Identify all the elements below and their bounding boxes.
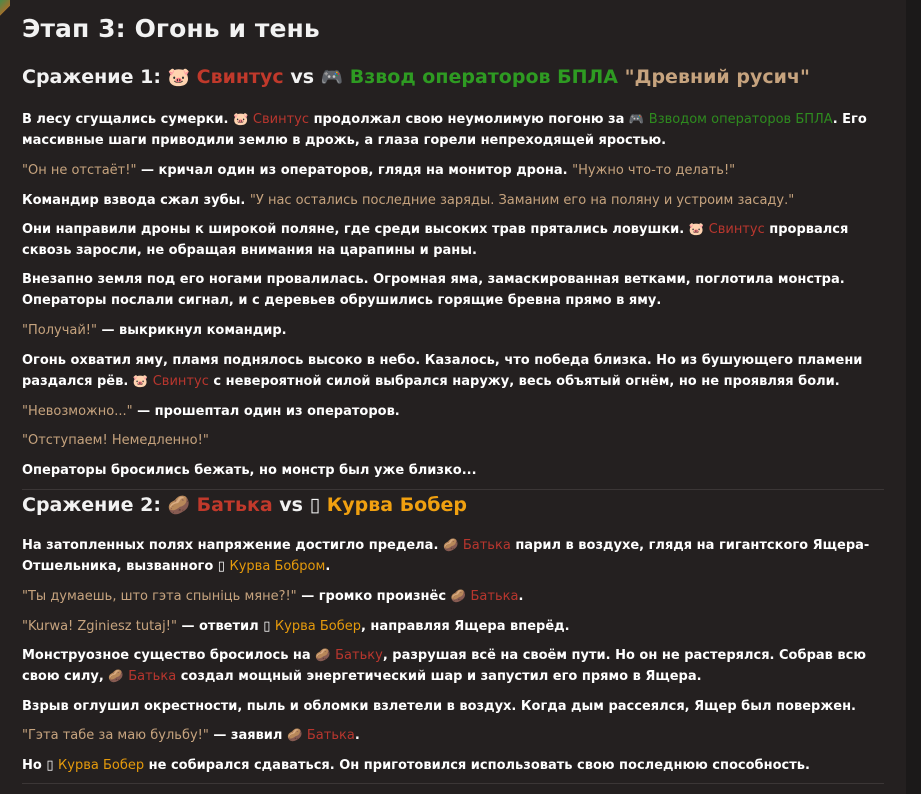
- battle-1-paragraph: [22, 109, 886, 151]
- battle-2-paragraph: Взрыв оглушил окрестности, пыль и обломки взлетели в воздух. Когда дым рассеялся, Ящер был повержен.: [22, 699, 856, 714]
- battle-2-vs: vs: [279, 494, 303, 516]
- pig-icon: 🐷: [688, 222, 705, 236]
- narration: .: [518, 589, 524, 604]
- battle-1-paragraph: [22, 350, 886, 392]
- corner-decoration: [0, 0, 10, 16]
- narration: Они направили дроны к широкой поляне, где среди высоких трав прятались ловушки.: [22, 222, 685, 237]
- narration: — прошептал один из операторов.: [137, 404, 400, 419]
- battle-1-paragraph: [22, 430, 886, 451]
- section-divider: [22, 489, 884, 490]
- battle-1-paragraph: [22, 219, 886, 261]
- narration: Монструозное существо бросилось на: [22, 648, 311, 663]
- fighter-name: Батьку: [335, 648, 383, 663]
- fighter-name: Батька: [306, 728, 355, 743]
- narration: — ответил: [181, 619, 259, 634]
- battle-2-fighter-1[interactable]: Батька: [196, 494, 273, 516]
- narration: .: [354, 728, 360, 743]
- battle-2-prefix: Сражение 2:: [22, 494, 161, 516]
- fighter-name: Батька: [470, 589, 519, 604]
- missing-glyph-icon: ▯: [217, 559, 225, 574]
- fighter-name: Свинтус: [708, 222, 765, 237]
- battle-1-paragraph: [22, 190, 886, 211]
- battle-1-paragraph: [22, 160, 886, 181]
- fighter-name: Свинтус: [152, 374, 209, 389]
- battle-1-fighter-2[interactable]: Взвод операторов БПЛА: [349, 66, 619, 88]
- narration: — выкрикнул командир.: [101, 323, 287, 338]
- fighter-name: Курва Бобром: [229, 559, 326, 574]
- potato-icon: 🥔: [108, 669, 124, 683]
- fighter-name: Курва Бобер: [58, 758, 145, 773]
- quote: "Отступаем! Немедленно!": [22, 433, 209, 448]
- narration: — громко произнёс: [301, 589, 447, 604]
- vertical-scrollbar[interactable]: [906, 0, 921, 794]
- narration: , направляя Ящера вперёд.: [360, 619, 570, 634]
- stage-title: Этап 3: Огонь и тень: [22, 14, 320, 43]
- battle-2-fighter-2[interactable]: Курва Бобер: [326, 494, 467, 516]
- narration: Командир взвода сжал зубы.: [22, 193, 246, 208]
- missing-glyph-icon: ▯: [46, 758, 54, 773]
- battle-1-prefix: Сражение 1:: [22, 66, 161, 88]
- narration: . Его массивные шаги приводили землю в дрожь, а глаза горели непреходящей яростью.: [22, 112, 867, 148]
- fighter-name: Курва Бобер: [274, 619, 361, 634]
- fighter-name: Свинтус: [252, 112, 310, 127]
- narration: создал мощный энергетический шар и запустил его прямо в Ящера.: [180, 669, 702, 684]
- quote: "Ты думаешь, што гэта спыніць мяне?!": [22, 589, 297, 604]
- quote: "Он не отстаёт!": [22, 163, 137, 178]
- pig-icon: 🐷: [132, 374, 149, 388]
- battle-1-vs: vs: [290, 66, 315, 88]
- narration: с невероятной силой выбрался наружу, весь объятый огнём, но не проявляя боли.: [213, 374, 840, 389]
- battle-2-heading: [22, 494, 467, 516]
- battle-2-paragraph: [22, 616, 886, 637]
- battle-1-heading: [22, 66, 810, 88]
- narration: — кричал один из операторов, глядя на монитор дрона.: [140, 163, 568, 178]
- potato-icon: 🥔: [315, 648, 331, 662]
- battle-1-fighter-2-suffix: "Древний русич": [624, 66, 810, 88]
- battle-1-paragraph: Операторы бросились бежать, но монстр был уже близко...: [22, 463, 477, 478]
- quote: "Гэта табе за маю бульбу!": [22, 728, 209, 743]
- quote: "Kurwa! Zginiesz tutaj!": [22, 619, 177, 634]
- battle-2-paragraph: [22, 725, 886, 746]
- narration: — заявил: [213, 728, 283, 743]
- quote: "У нас остались последние заряды. Заманим его на поляну и устроим засаду.": [249, 193, 795, 208]
- section-divider: [22, 783, 884, 784]
- narration: В лесу сгущались сумерки.: [22, 112, 229, 127]
- quote: "Нужно что-то делать!": [572, 163, 736, 178]
- fighter-name: Батька: [462, 538, 511, 553]
- battle-2-paragraph: [22, 586, 886, 607]
- battle-1-paragraph: [22, 401, 886, 422]
- missing-glyph-icon: ▯: [263, 619, 271, 634]
- narration: На затопленных полях напряжение достигло предела.: [22, 538, 439, 553]
- fighter-name: Батька: [128, 669, 177, 684]
- battle-1-paragraph: Внезапно земля под его ногами провалилась. Огромная яма, замаскированная ветками, поглотила монстра. Операторы послали сигнал, и с деревьев обрушились горящие бревна прямо в яму.: [22, 272, 845, 308]
- potato-icon: 🥔: [286, 728, 303, 742]
- gamepad-icon: 🎮: [628, 112, 645, 126]
- battle-1-fighter-1[interactable]: Свинтус: [196, 66, 284, 88]
- pig-icon: 🐷: [167, 67, 190, 88]
- battle-1-paragraph: [22, 320, 886, 341]
- narration: продолжал свою неумолимую погоню за: [313, 112, 625, 127]
- pig-icon: 🐷: [233, 112, 249, 126]
- narration: , разрушая всё на своём пути. Но он не растерялся. Собрав всю свою силу,: [22, 648, 866, 684]
- battle-2-paragraph: [22, 535, 886, 577]
- quote: "Получай!": [22, 323, 97, 338]
- narration: прорвался сквозь заросли, не обращая внимания на царапины и раны.: [22, 222, 849, 258]
- quote: "Невозможно...": [22, 404, 133, 419]
- gamepad-icon: 🎮: [320, 67, 344, 88]
- potato-icon: 🥔: [167, 495, 190, 516]
- missing-glyph-icon: ▯: [309, 494, 321, 516]
- narration: Огонь охватил яму, пламя поднялось высоко в небо. Казалось, что победа близка. Но из бушующего пламени раздался рёв.: [22, 353, 863, 389]
- potato-icon: 🥔: [450, 589, 466, 603]
- potato-icon: 🥔: [442, 538, 459, 552]
- battle-2-paragraph: [22, 755, 886, 776]
- narration: парил в воздухе, глядя на гигантского Ящера-Отшельника, вызванного: [22, 538, 870, 574]
- narration: Но: [22, 758, 42, 773]
- fighter-name: Взводом операторов БПЛА: [648, 112, 833, 127]
- battle-2-paragraph: [22, 645, 886, 687]
- narration: не собирался сдаваться. Он приготовился использовать свою последнюю способность.: [148, 758, 810, 773]
- narration: .: [325, 559, 331, 574]
